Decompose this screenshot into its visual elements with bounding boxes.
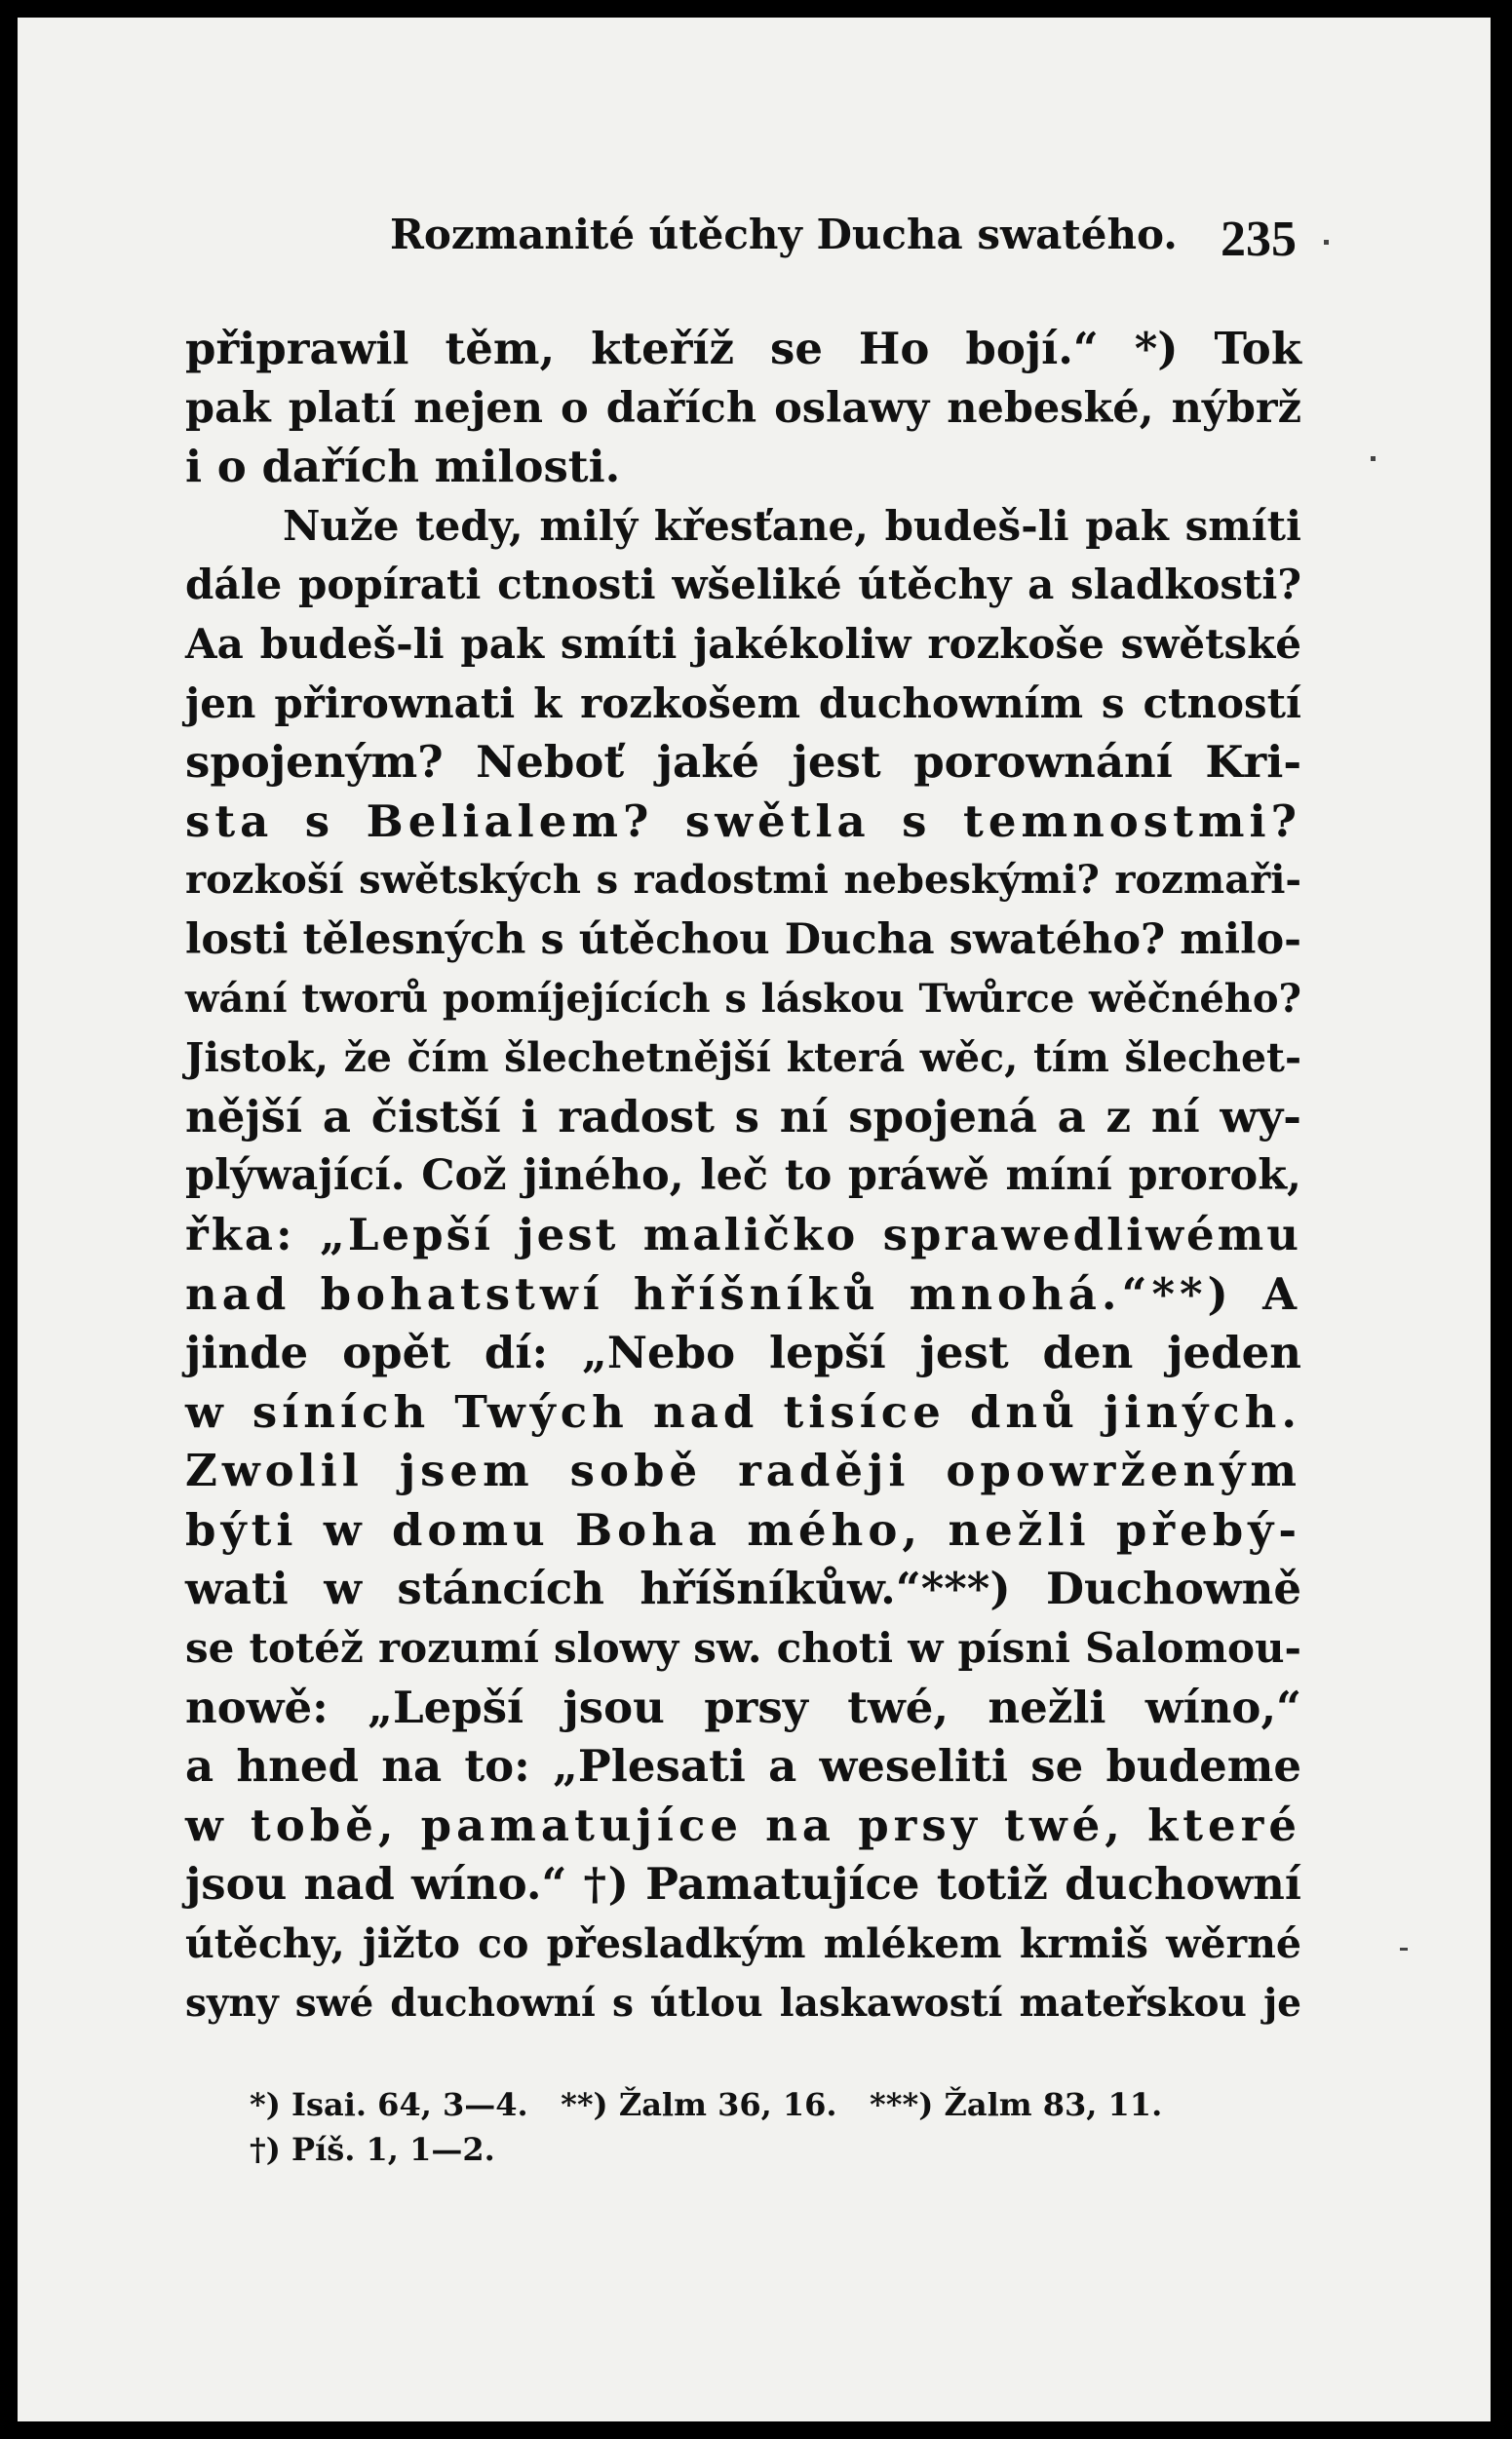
footnotes bbox=[250, 2082, 1302, 2172]
text-line: w síních Twých nad tisíce dnů jiných. bbox=[185, 1385, 1301, 1438]
text-line: a hned na to: „Plesati a weseliti se budeme bbox=[185, 1740, 1301, 1793]
text-line: spojeným? Neboť jaké jest porownání Kri- bbox=[185, 736, 1301, 789]
text-line: nější a čistší i radost s ní spojená a z ní wy- bbox=[185, 1090, 1301, 1142]
paper-speck bbox=[1400, 1948, 1408, 1951]
text-line: wání tworů pomíjejících s láskou Twůrce wěčného? bbox=[185, 975, 1301, 1022]
text-line: jen přirownati k rozkošem duchowním s ctností bbox=[185, 678, 1301, 727]
text-line: rozkoší swětských s radostmi nebeskými? rozmaři- bbox=[185, 857, 1301, 904]
footnote-line: †) Píš. 1, 1—2. bbox=[250, 2131, 495, 2168]
text-line: jinde opět dí: „Nebo lepší jest den jeden bbox=[185, 1327, 1301, 1379]
body-text bbox=[185, 320, 1301, 2032]
text-line: Jistok, že čím šlechetnější která wěc, tím šlechet- bbox=[185, 1034, 1301, 1082]
text-line: se totéž rozumí slowy sw. choti w písni Salomou- bbox=[185, 1624, 1301, 1673]
text-line: jsou nad wíno.“ †) Pamatujíce totiž duchowní bbox=[185, 1858, 1301, 1911]
book-page bbox=[18, 18, 1491, 2421]
text-line: nad bohatstwí hříšníků mnohá.“**) A bbox=[185, 1267, 1301, 1320]
text-line: losti tělesných s útěchou Ducha swatého? milo- bbox=[185, 914, 1301, 964]
paper-speck bbox=[1371, 456, 1376, 461]
text-line: w tobě, pamatujíce na prsy twé, které bbox=[185, 1799, 1301, 1851]
text-line: řka: „Lepší jest maličko sprawedliwému bbox=[185, 1208, 1301, 1260]
text-line: Zwolil jsem sobě raději opowrženým bbox=[185, 1445, 1301, 1497]
text-line: i o dařích milosti. bbox=[185, 441, 621, 493]
running-head: Rozmanité útěchy Ducha swatého. bbox=[390, 211, 1178, 258]
page-number: 235 bbox=[1221, 212, 1297, 267]
text-line: pak platí nejen o dařích oslawy nebeské, nýbrž bbox=[185, 383, 1301, 433]
footnote-line: *) Isai. 64, 3—4. **) Žalm 36, 16. ***) Žalm 83, 11. bbox=[250, 2086, 1163, 2123]
text-line: wati w stáncích hříšníkůw.“***) Duchowně bbox=[185, 1563, 1301, 1615]
text-line: plýwající. Což jiného, leč to práwě míní prorok, bbox=[185, 1151, 1301, 1201]
paper-speck bbox=[1324, 240, 1329, 245]
text-line: útěchy, jižto co přesladkým mlékem krmiš wěrné bbox=[185, 1920, 1301, 1968]
text-line: dále popírati ctnosti wšeliké útěchy a sladkosti? bbox=[185, 561, 1301, 609]
text-line: býti w domu Boha mého, nežli přebý- bbox=[185, 1503, 1301, 1556]
page-header bbox=[185, 211, 1297, 289]
text-line: Aa budeš-li pak smíti jakékoliw rozkoše swětské bbox=[185, 619, 1301, 668]
text-line: nowě: „Lepší jsou prsy twé, nežli wíno,“ bbox=[185, 1681, 1301, 1733]
text-line: Nuže tedy, milý křesťane, budeš-li pak smíti bbox=[283, 501, 1301, 550]
text-line: připrawil těm, kteříž se Ho bojí.“ *) Tok bbox=[185, 323, 1301, 374]
text-line: sta s Belialem? swětla s temnostmi? bbox=[185, 794, 1301, 847]
text-line: syny swé duchowní s útlou laskawostí mateřskou je bbox=[185, 1980, 1301, 2026]
